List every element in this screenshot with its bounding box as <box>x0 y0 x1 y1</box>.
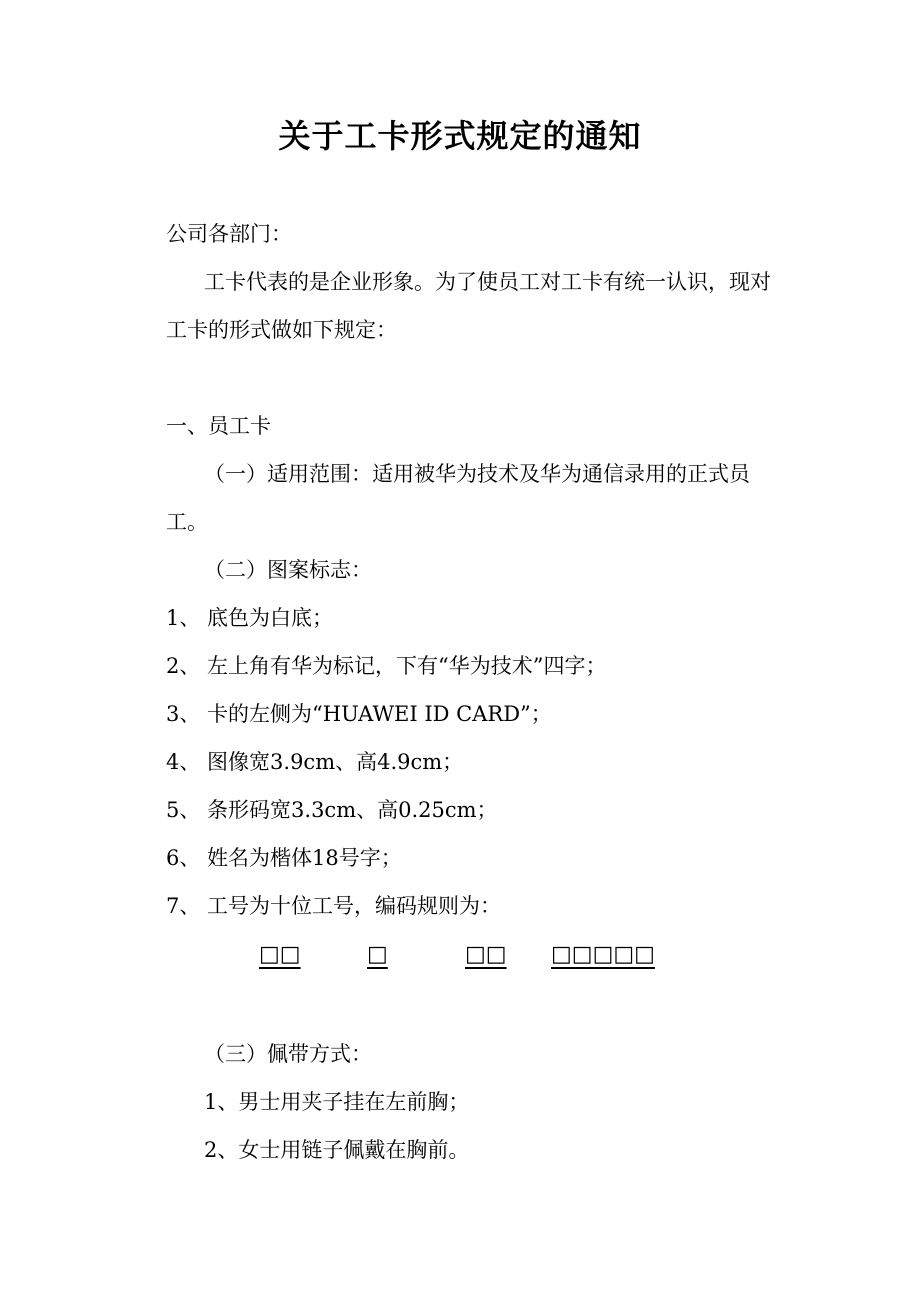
code-group: □ <box>367 942 388 967</box>
section-heading-employee-card: 一、员工卡 <box>166 414 271 438</box>
intro-paragraph-line-2: 工卡的形式做如下规定： <box>166 318 397 342</box>
pattern-item: 6、 姓名为楷体18号字； <box>166 846 402 870</box>
code-group: □□□□□ <box>551 942 655 967</box>
scope-line-1: （一）适用范围：适用被华为技术及华为通信录用的正式员 <box>204 462 750 486</box>
pattern-item: 7、 工号为十位工号，编码规则为： <box>166 894 502 918</box>
code-group: □□ <box>259 942 301 967</box>
intro-paragraph-line-1: 工卡代表的是企业形象。为了使员工对工卡有统一认识，现对 <box>204 270 771 294</box>
wear-heading: （三）佩带方式： <box>204 1042 372 1066</box>
employee-id-code-rule <box>0 940 920 974</box>
pattern-heading: （二）图案标志： <box>204 558 372 582</box>
code-group: □□ <box>465 942 507 967</box>
wear-item: 2、女士用链子佩戴在胸前。 <box>204 1138 470 1162</box>
scope-line-2: 工。 <box>166 510 208 534</box>
salutation: 公司各部门： <box>166 222 292 246</box>
pattern-item: 1、 底色为白底； <box>166 606 334 630</box>
pattern-item: 5、 条形码宽3.3cm、高0.25cm； <box>166 798 498 822</box>
pattern-item: 2、 左上角有华为标记，下有“华为技术”四字； <box>166 654 607 678</box>
document-title: 关于工卡形式规定的通知 <box>278 117 642 155</box>
pattern-item: 3、 卡的左侧为“HUAWEI ID CARD”； <box>166 702 552 726</box>
wear-item: 1、男士用夹子挂在左前胸； <box>204 1090 470 1114</box>
pattern-item: 4、 图像宽3.9cm、高4.9cm； <box>166 750 464 774</box>
